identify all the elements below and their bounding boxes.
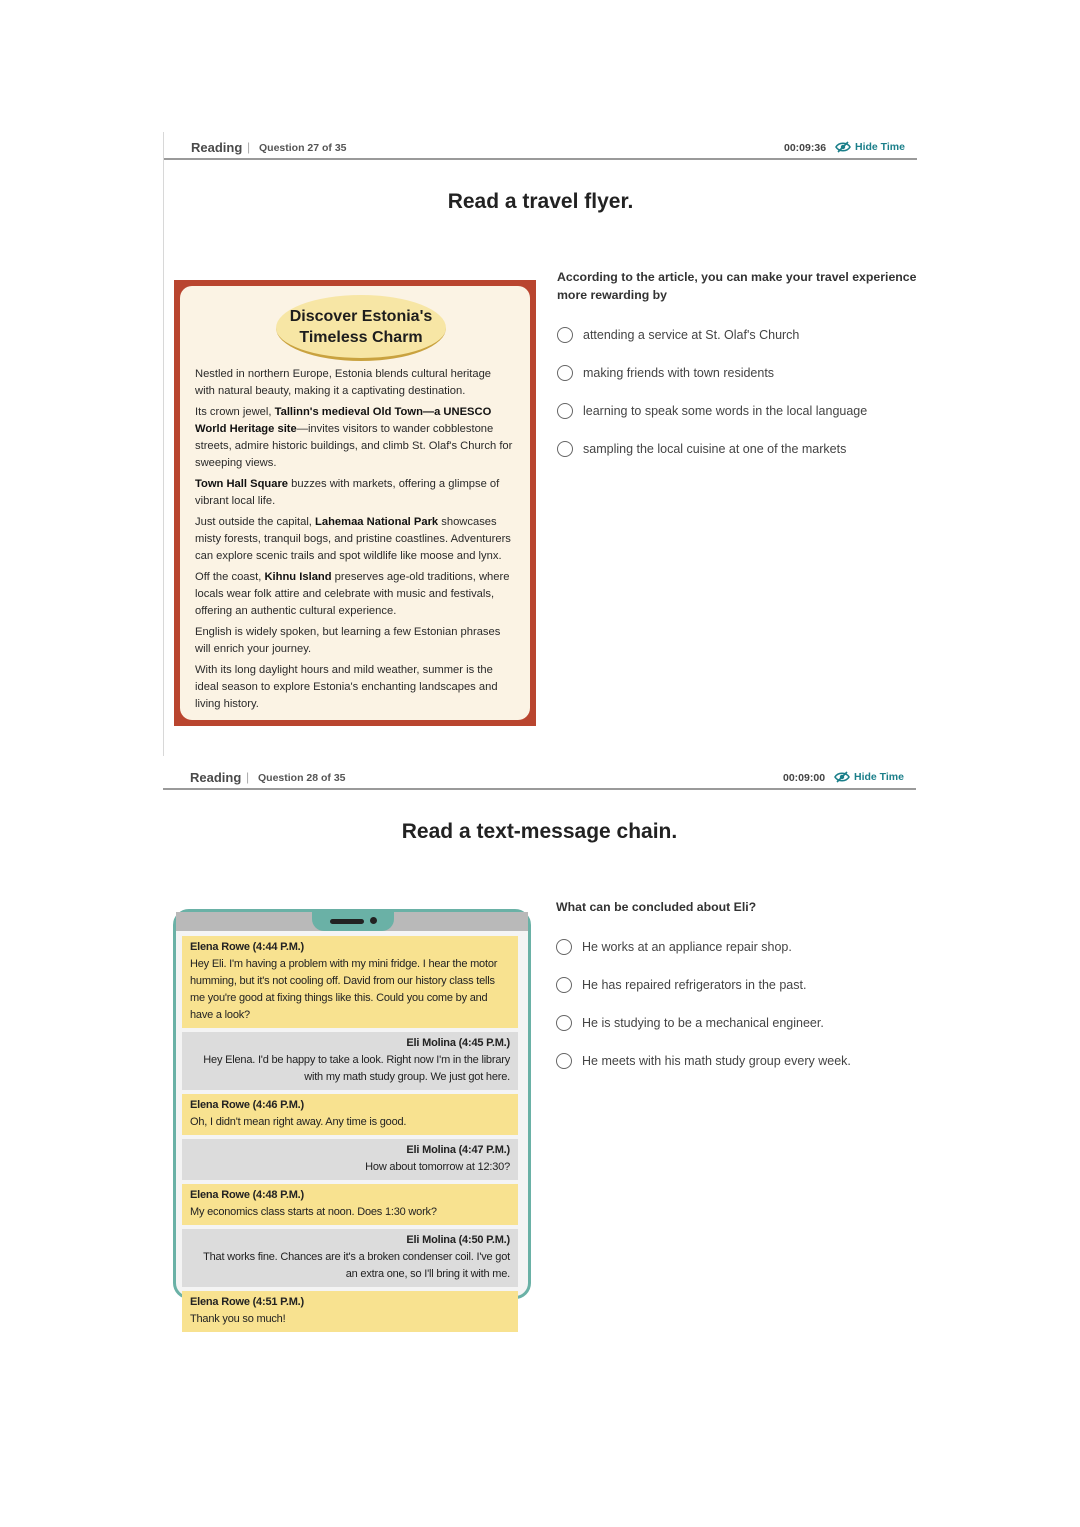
- answer-option-a[interactable]: [556, 928, 916, 966]
- answer-option-b[interactable]: [556, 966, 916, 1004]
- flyer-text: showcases misty forests, tranquil bogs, and pristine coastlines. Adventurers can explore scenic trails and spot wildlife like moose and lynx.: [195, 516, 511, 562]
- message-sender: Elena Rowe (4:44 P.M.): [190, 941, 304, 953]
- message-text: That works fine. Chances are it's a broken condenser coil. I've got an extra one, so I'll bring it with me.: [203, 1251, 510, 1280]
- message-bubble: [182, 1032, 518, 1090]
- flyer-heading-line2: Timeless Charm: [299, 329, 423, 346]
- question-text: According to the article, you can make your travel experience more rewarding by: [557, 270, 917, 302]
- flyer-text: Its crown jewel,: [195, 406, 275, 418]
- message-sender: Elena Rowe (4:46 P.M.): [190, 1099, 304, 1111]
- option-label: He works at an appliance repair shop.: [582, 940, 792, 954]
- separator: |: [246, 770, 250, 784]
- answer-option-c[interactable]: [556, 1004, 916, 1042]
- answer-option-c[interactable]: [557, 392, 917, 430]
- phone-top-bar: [176, 912, 528, 931]
- flyer-bold-text: Tallinn's medieval Old Town—a UNESCO World Heritage site: [195, 406, 492, 435]
- option-label: He has repaired refrigerators in the past.: [582, 978, 807, 992]
- eye-slash-icon: [835, 141, 851, 153]
- flyer-bold-text: Kihnu Island: [264, 571, 332, 583]
- option-label: He meets with his math study group every week.: [582, 1054, 851, 1068]
- separator: |: [247, 140, 251, 154]
- message-sender: Eli Molina (4:50 P.M.): [406, 1234, 510, 1246]
- question-28-panel: [163, 762, 916, 1352]
- answer-option-d[interactable]: [556, 1042, 916, 1080]
- radio-button[interactable]: [557, 403, 573, 419]
- message-text: Oh, I didn't mean right away. Any time is good.: [190, 1116, 407, 1128]
- question-text: What can be concluded about Eli?: [556, 900, 757, 914]
- flyer-content: [180, 286, 530, 720]
- answer-option-b[interactable]: [557, 354, 917, 392]
- message-bubble: [182, 1139, 518, 1180]
- flyer-text: Just outside the capital,: [195, 516, 316, 528]
- message-sender: Elena Rowe (4:48 P.M.): [190, 1189, 304, 1201]
- flyer-paragraph: [195, 476, 513, 510]
- message-bubble: [182, 1094, 518, 1135]
- radio-button[interactable]: [557, 365, 573, 381]
- radio-button[interactable]: [556, 977, 572, 993]
- phone-message-chain: [173, 909, 531, 1325]
- flyer-paragraph: [195, 569, 513, 620]
- question-block: [556, 898, 916, 1080]
- radio-button[interactable]: [557, 441, 573, 457]
- phone-notch: [312, 912, 394, 931]
- timer: 00:09:00: [783, 772, 826, 784]
- option-label: making friends with town residents: [583, 366, 775, 380]
- question-27-panel: [163, 132, 916, 756]
- message-sender: Eli Molina (4:47 P.M.): [406, 1144, 510, 1156]
- flyer-paragraph: With its long daylight hours and mild weather, summer is the ideal season to explore Estonia's enchanting landscapes and living history.: [195, 664, 498, 710]
- page-title: Read a text-message chain.: [401, 820, 678, 843]
- answer-options: [556, 928, 916, 1080]
- radio-button[interactable]: [556, 1053, 572, 1069]
- radio-button[interactable]: [557, 327, 573, 343]
- answer-option-d[interactable]: [557, 430, 917, 468]
- page-title: Read a travel flyer.: [447, 190, 634, 213]
- question-block: [557, 268, 917, 468]
- message-bubble: [182, 936, 518, 1028]
- flyer-text: —invites visitors to wander cobblestone streets, admire historic buildings, and climb St. Olaf's Church for sweeping views.: [195, 423, 513, 469]
- travel-flyer: [174, 280, 536, 726]
- message-bubble: [182, 1229, 518, 1287]
- section-label: Reading: [190, 770, 242, 785]
- message-text: Thank you so much!: [190, 1313, 286, 1325]
- top-bar: [163, 762, 916, 790]
- answer-options: [557, 316, 917, 468]
- message-sender: Elena Rowe (4:51 P.M.): [190, 1296, 304, 1308]
- option-label: He is studying to be a mechanical engineer.: [582, 1016, 824, 1030]
- option-label: attending a service at St. Olaf's Church: [583, 328, 800, 342]
- question-counter: Question 27 of 35: [259, 142, 347, 154]
- message-text: Hey Elena. I'd be happy to take a look. Right now I'm in the library with my math study group. We just got here.: [203, 1054, 510, 1083]
- option-label: learning to speak some words in the local language: [583, 404, 868, 418]
- message-text: How about tomorrow at 12:30?: [365, 1161, 510, 1173]
- timer: 00:09:36: [784, 142, 827, 154]
- section-label: Reading: [191, 140, 243, 155]
- flyer-paragraph: English is widely spoken, but learning a few Estonian phrases will enrich your journey.: [195, 626, 501, 655]
- flyer-heading-line1: Discover Estonia's: [289, 308, 433, 325]
- message-list: [182, 936, 518, 1336]
- hide-time-button[interactable]: [835, 138, 905, 156]
- message-text: My economics class starts at noon. Does 1:30 work?: [190, 1206, 437, 1218]
- hide-time-label: Hide Time: [854, 770, 904, 783]
- flyer-text: preserves age-old traditions, where locals wear folk attire and celebrate with music and festivals, offering an authentic cultural experience.: [195, 571, 510, 617]
- flyer-text: buzzes with markets, offering a glimpse of vibrant local life.: [195, 478, 500, 507]
- answer-option-a[interactable]: [557, 316, 917, 354]
- question-counter: Question 28 of 35: [258, 772, 346, 784]
- radio-button[interactable]: [556, 939, 572, 955]
- speaker-icon: [330, 919, 364, 924]
- flyer-bold-text: Town Hall Square: [195, 478, 289, 490]
- top-bar: [164, 132, 917, 160]
- message-sender: Eli Molina (4:45 P.M.): [406, 1037, 510, 1049]
- option-label: sampling the local cuisine at one of the markets: [583, 442, 847, 456]
- camera-icon: [370, 917, 377, 924]
- flyer-body: [195, 366, 513, 717]
- radio-button[interactable]: [556, 1015, 572, 1031]
- flyer-paragraph: [195, 404, 513, 472]
- eye-slash-icon: [834, 771, 850, 783]
- hide-time-button[interactable]: [834, 768, 904, 786]
- flyer-heading-badge: [276, 295, 446, 361]
- message-bubble: [182, 1291, 518, 1332]
- flyer-paragraph: [195, 514, 513, 565]
- message-text: Hey Eli. I'm having a problem with my mini fridge. I hear the motor humming, but it's not cooling off. David from our history class tells me you're good at fixing things like this. Could you come by and have a look?: [190, 958, 498, 1021]
- flyer-bold-text: Lahemaa National Park: [315, 516, 439, 528]
- flyer-paragraph: Nestled in northern Europe, Estonia blends cultural heritage with natural beauty, making it a captivating destination.: [195, 368, 492, 397]
- hide-time-label: Hide Time: [855, 140, 905, 153]
- flyer-text: Off the coast,: [195, 571, 265, 583]
- message-bubble: [182, 1184, 518, 1225]
